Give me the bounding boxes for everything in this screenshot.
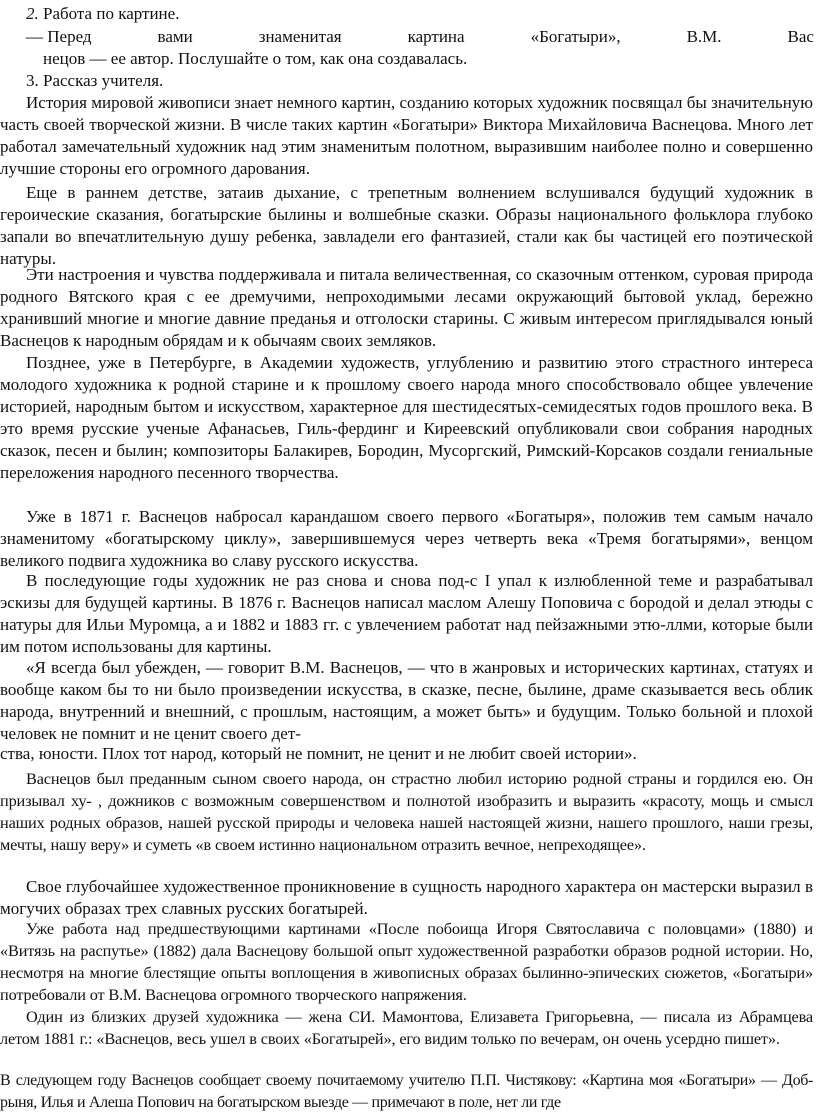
teacher-remark-line xyxy=(26,26,814,48)
paragraph: «Я всегда был убежден, — говорит В.М. Васнецов, — что в жанровых и исторических картинах, статуях и вообще каком бы то ни было произведении искусства, в сказке, песне, былине, драме сказывается весь облик народа, внутренний и внешний, с прошлым, настоящим, а может быть» и будущим. Только больной и плохой человек не помнит и не ценит своего дет- xyxy=(0,658,813,743)
paragraph: Васнецов был преданным сыном своего народа, он страстно любил историю родной страны и гордился ею. Он призывал ху- , дожников с возможным совершенством и полнотой изобразить и выразить «красоту, мощь и смысл наших родных образов, нашей русской природы и человека нашей настоящей жизни, нашего прошлого, наши грезы, мечты, нашу веру» и суметь «в своем истинно национальном отразить вечное, непреходящее». xyxy=(0,769,813,854)
paragraph: Один из близких друзей художника — жена СИ. Мамонтова, Елизавета Григорьевна, — писала из Абрамцева летом 1881 г.: «Васнецов, весь ушел в своих «Богатырей», его видим только по вечерам, он очень усердно пишет». xyxy=(0,1007,813,1048)
section-heading-work-on-painting xyxy=(26,3,179,25)
paragraph: Свое глубочайшее художественное проникновение в сущность народного характера он мастерски выразил в могучих образах трех славных русских богатырей. xyxy=(0,877,813,918)
paragraph-continuation: ства, юности. Плох тот народ, который не помнит, не ценит и не любит своей истории». xyxy=(0,744,637,763)
item-title: Работа по картине. xyxy=(43,4,180,23)
paragraph: Позднее, уже в Петербурге, в Академии художеств, углублению и развитию этого страстного интереса молодого художника к родной старине и к прошлому своего народа много способствовало общее увлечение историей, народным бытом и искусством, характерное для шестидесятых-семидесятых годов прошлого века. В это время русские ученые Афанасьев, Гиль-фердинг и Киреевский опубликовали свои собрания народных сказок, песен и былин; композиторы Балакирев, Бородин, Мусоргский, Римский-Корсаков создали гениальные переложения народного песенного творчества. xyxy=(0,353,813,482)
section-heading-teacher-story: 3. Рассказ учителя. xyxy=(26,71,164,90)
word: «Богатыри», xyxy=(530,27,621,46)
paragraph: В последующие годы художник не раз снова и снова под-с I упал к излюбленной теме и разрабатывал эскизы для будущей картины. В 1876 г. Васнецов написал маслом Алешу Поповича с бородой и делал этюды с натуры для Ильи Муромца, а и 1882 и 1883 гг. с увлечением работат над пейзажными этю-ллми, которые были им потом использованы для картины. xyxy=(0,571,813,656)
word: Вас xyxy=(787,27,814,46)
word: знаменитая xyxy=(258,27,342,46)
item-number: 2. xyxy=(26,4,39,23)
paragraph: Еще в раннем детстве, затаив дыхание, с трепетным волнением вслушивался будущий художник в героические сказания, богатырские былины и волшебные сказки. Образы национального фольклора глубоко запали во впечатлительную душу ребенка, завладели его фантазией, стали как бы частицей его поэтической натуры. xyxy=(0,183,813,268)
paragraph: История мировой живописи знает немного картин, созданию которых художник посвящал бы значительную часть своей творческой жизни. В числе таких картин «Богатыри» Виктора Михайловича Васнецова. Много лет работал замечательный художник над этим знаменитым полотном, выразившим наиболее полно и совершенно лучшие стороны его огромного дарования. xyxy=(0,93,813,178)
paragraph: Уже работа над предшествующими картинами «После побоища Игоря Святославича с половцами» (1880) и «Витязь на распутье» (1882) дала Васнецову большой опыт художественной разработки образов родной истории. Но, несмотря на многие блестящие опыты воплощения в живописных образах былинно-эпических сюжетов, «Богатыри» потребовали от В.М. Васнецова огромного творческого напряжения. xyxy=(0,919,813,1004)
word: В.М. xyxy=(686,27,722,46)
paragraph: Уже в 1871 г. Васнецов набросал карандашом своего первого «Богатыря», положив тем самым начало знаменитому «богатырскому циклу», завершившемуся через четверть века «Тремя богатырями», венцом великого подвига художника во славу русского искусства. xyxy=(0,507,813,570)
word: картина xyxy=(407,27,465,46)
word: — Перед xyxy=(26,27,92,46)
teacher-remark-continuation: нецов — ее автор. Послушайте о том, как она создавалась. xyxy=(43,49,468,68)
word: вами xyxy=(157,27,193,46)
paragraph: В следующем году Васнецов сообщает своему почитаемому учителю П.П. Чистякову: «Картина моя «Богатыри» — Доб-рыня, Илья и Алеша Попович на богатырском выезде — примечают в поле, нет ли где xyxy=(0,1072,813,1111)
paragraph: Эти настроения и чувства поддерживала и питала величественная, со сказочным оттенком, суровая природа родного Вятского края с ее дремучими, непроходимыми лесами окружающий бытовой уклад, бережно хранивший многие и многие давние преданья и отголоски старины. С живым интересом приглядывался юный Васнецов к народным обрядам и к обычаям своих земляков. xyxy=(0,265,813,350)
